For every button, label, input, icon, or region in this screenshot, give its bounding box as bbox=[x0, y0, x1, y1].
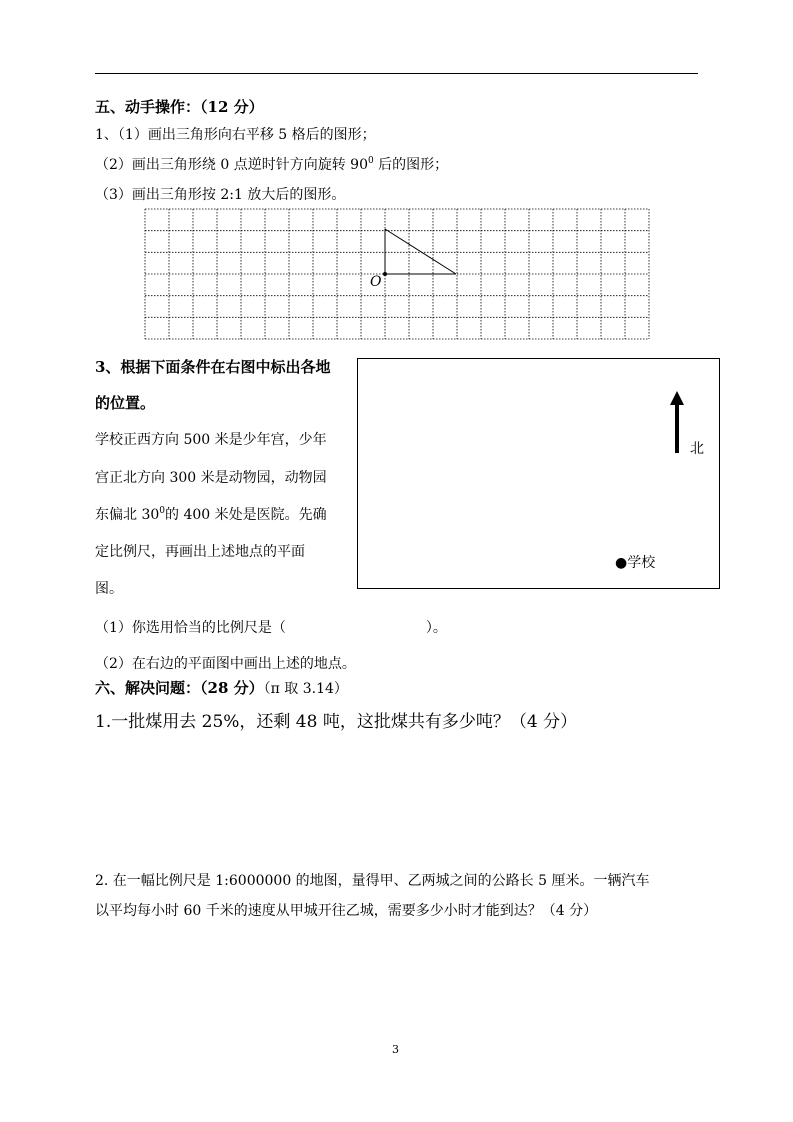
origin-point bbox=[383, 272, 387, 276]
section5-title: 五、动手操作：（12 分） bbox=[95, 98, 264, 116]
north-arrow-icon bbox=[668, 391, 688, 453]
q3-title-line2: 的位置。 bbox=[95, 394, 156, 412]
dotted-grid bbox=[144, 208, 650, 340]
s6-q2-line1: 2. 在一幅比例尺是 1:6000000 的地图，量得甲、乙两城之间的公路长 5 厘米。一辆汽车 bbox=[95, 873, 650, 889]
s6-q1: 1.一批煤用去 25%，还剩 48 吨，这批煤共有多少吨？（4 分） bbox=[95, 712, 578, 732]
q3-sub2: （2）在右边的平面图中画出上述的地点。 bbox=[95, 656, 356, 672]
triangle bbox=[385, 229, 456, 274]
q3-title-line1: 3、根据下面条件在右图中标出各地 bbox=[95, 358, 331, 376]
q3-text-line3: 东偏北 $30^0$的 400 米处是医院。先确 bbox=[95, 506, 327, 523]
map-box[interactable] bbox=[357, 358, 720, 589]
page-number: 3 bbox=[392, 1043, 399, 1056]
origin-label: O bbox=[370, 274, 382, 290]
s6-q2-line2: 以平均每小时 60 千米的速度从甲城开往乙城，需要多少小时才能到达？（4 分） bbox=[95, 903, 598, 919]
section6-heading: 六、解决问题：（28 分）（π 取 3.14） bbox=[95, 679, 348, 697]
q3-text-line2: 宫正北方向 300 米是动物园，动物园 bbox=[95, 470, 327, 486]
q3-text-line1: 学校正西方向 500 米是少年宫，少年 bbox=[95, 432, 327, 448]
q1-part1: 1、（1）画出三角形向右平移 5 格后的图形； bbox=[95, 127, 376, 143]
q3-text-line5: 图。 bbox=[95, 581, 123, 597]
header-rule bbox=[95, 73, 698, 74]
q3-text-line4: 定比例尺，再画出上述地点的平面 bbox=[95, 544, 305, 560]
map-school-label: ●学校 bbox=[615, 555, 656, 571]
q1-part3: （3）画出三角形按 2:1 放大后的图形。 bbox=[95, 187, 346, 203]
q3-sub1: （1）你选用恰当的比例尺是（ ）。 bbox=[95, 620, 447, 636]
map-north-label: 北 bbox=[690, 441, 704, 457]
q1-part2: （2）画出三角形绕 0 点逆时针方向旋转 $90^0$ 后的图形； bbox=[95, 156, 449, 173]
